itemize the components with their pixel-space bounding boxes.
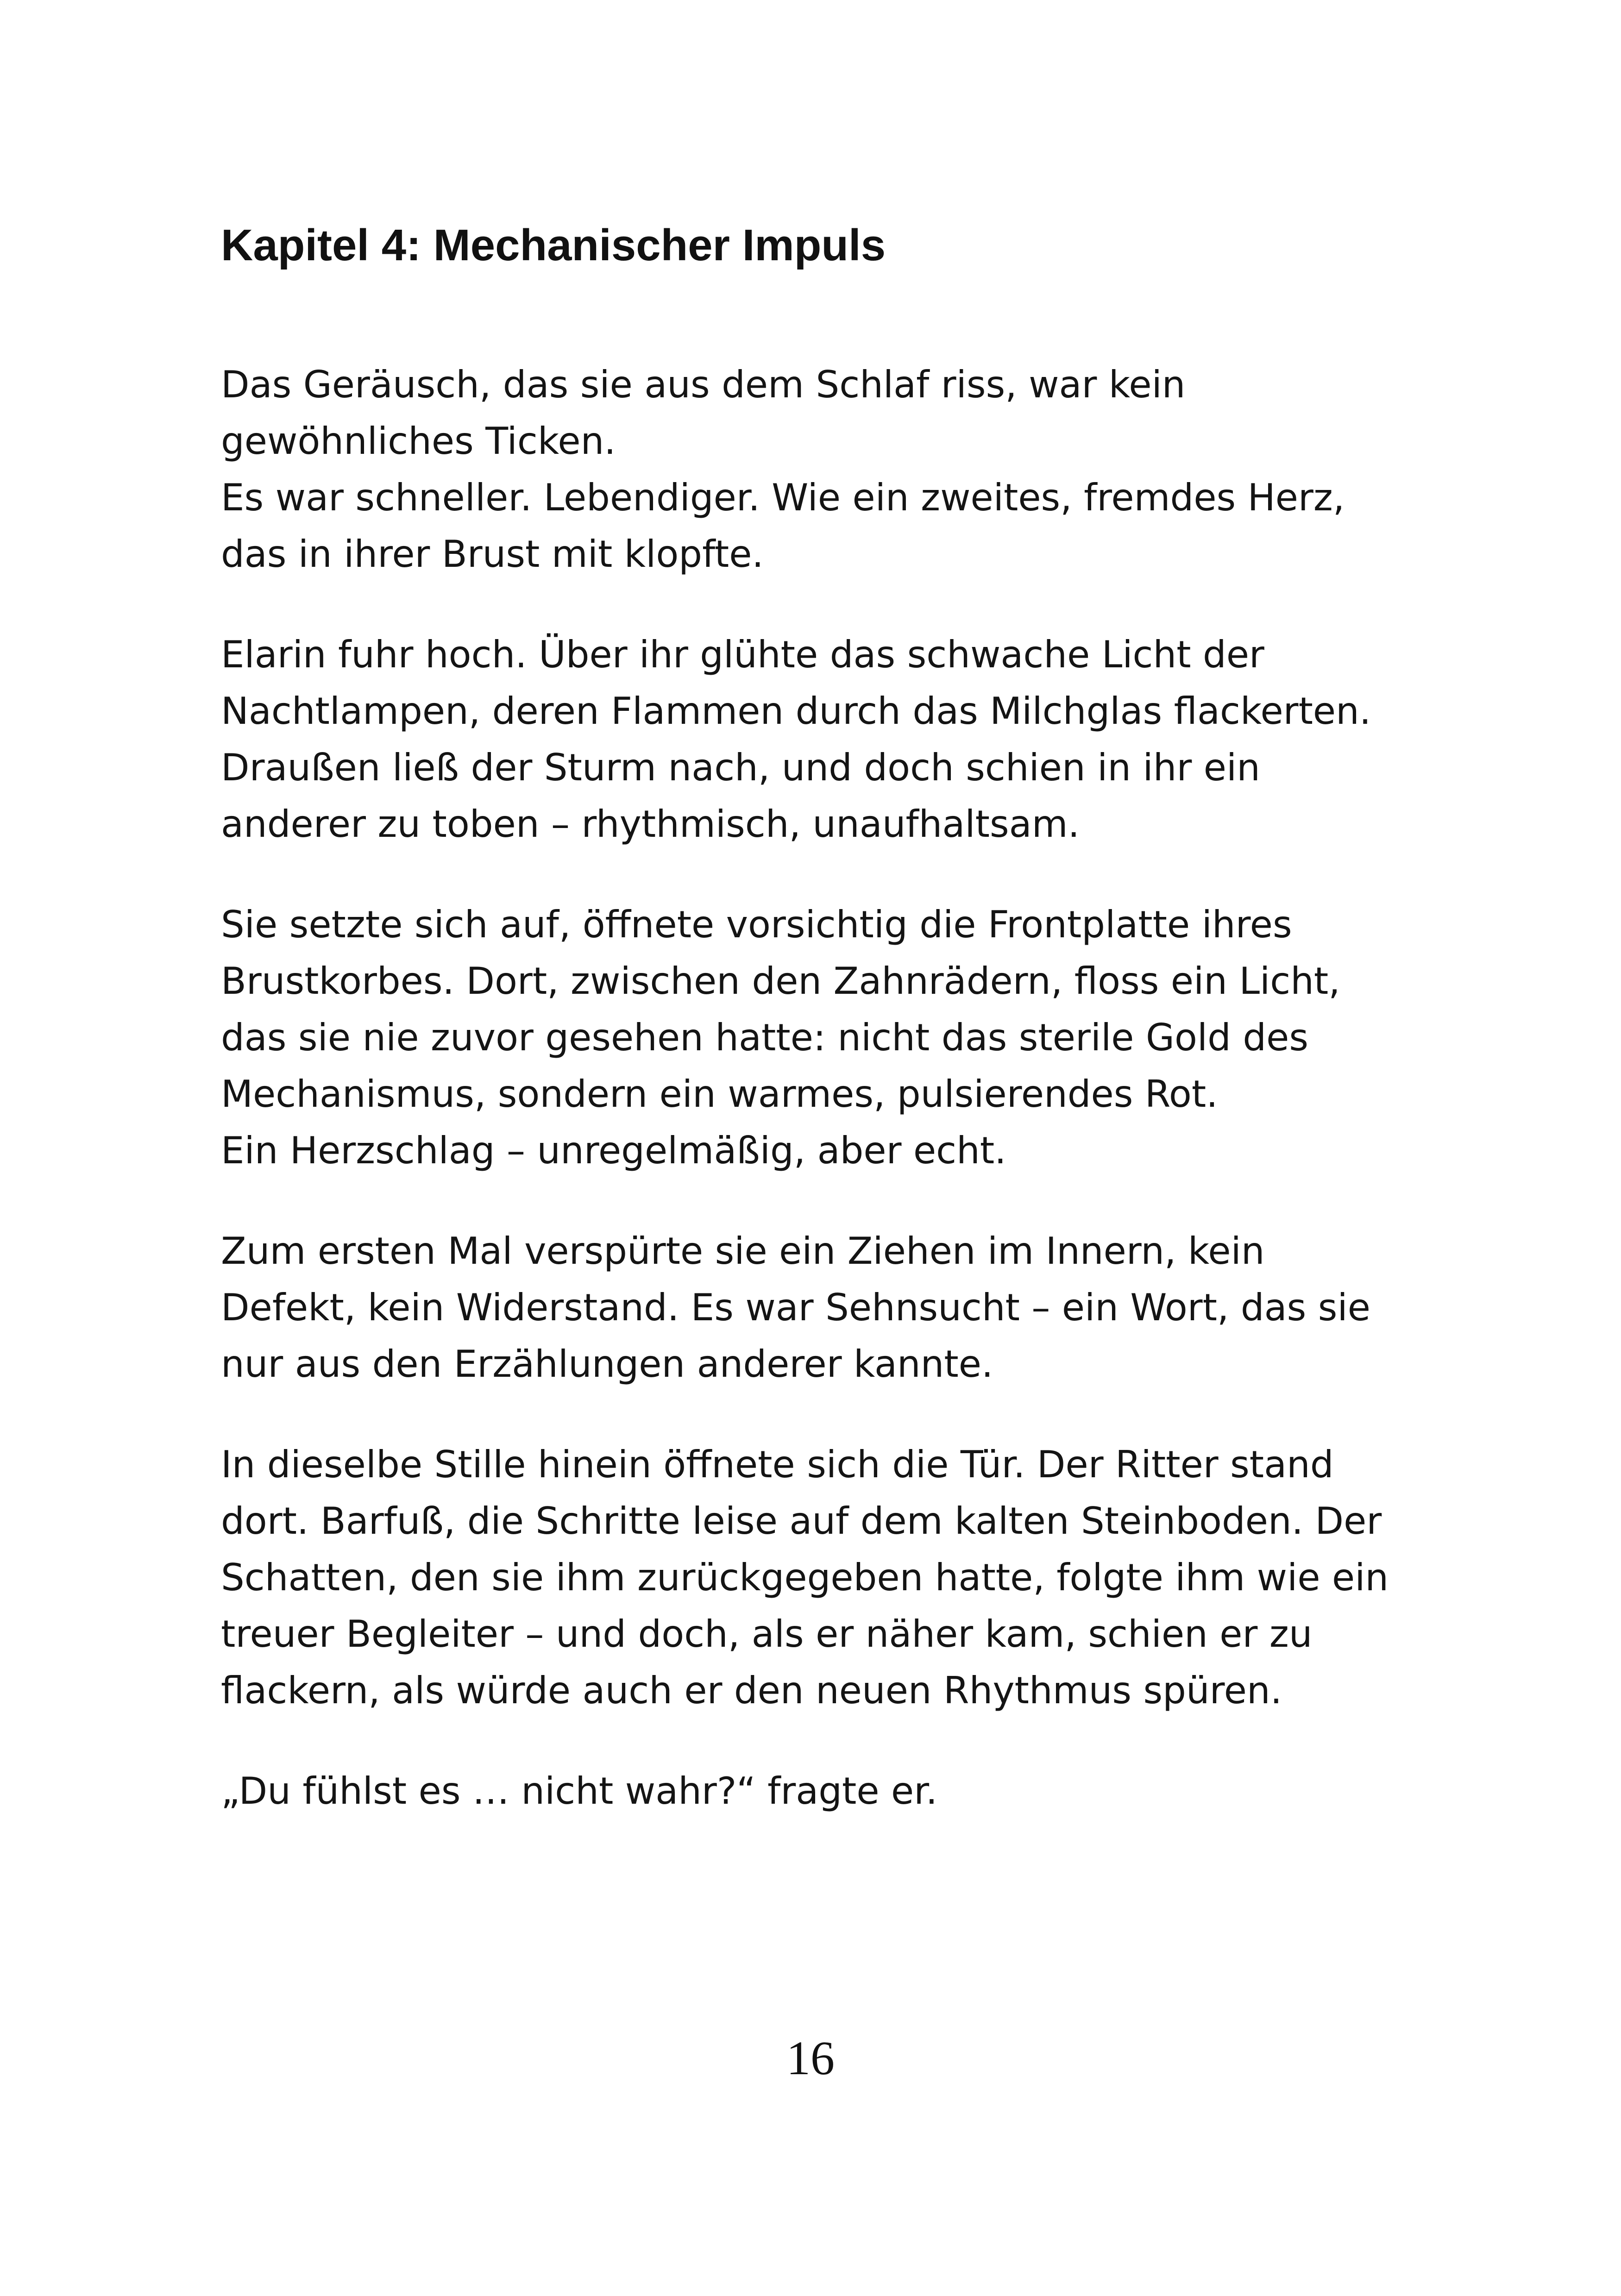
- paragraph: [221, 1223, 1448, 1393]
- text-line: Zum ersten Mal verspürte sie ein Ziehen im Innern, kein: [221, 1230, 1265, 1273]
- text-line: Mechanismus, sondern ein warmes, pulsierendes Rot.: [221, 1073, 1218, 1116]
- paragraph: [221, 1437, 1448, 1719]
- page-number: 16: [786, 2032, 835, 2085]
- text-line: Das Geräusch, das sie aus dem Schlaf riss, war kein: [221, 363, 1186, 406]
- text-line: treuer Begleiter – und doch, als er näher kam, schien er zu: [221, 1612, 1313, 1656]
- text-line: das in ihrer Brust mit klopfte.: [221, 533, 764, 576]
- text-line: flackern, als würde auch er den neuen Rhythmus spüren.: [221, 1669, 1282, 1712]
- text-line: dort. Barfuß, die Schritte leise auf dem kalten Steinboden. Der: [221, 1499, 1382, 1543]
- text-line: Brustkorbes. Dort, zwischen den Zahnrädern, floss ein Licht,: [221, 960, 1340, 1003]
- text-line: Schatten, den sie ihm zurückgegeben hatte, folgte ihm wie ein: [221, 1556, 1389, 1599]
- text-line: Nachtlampen, deren Flammen durch das Milchglas flackerten.: [221, 690, 1371, 733]
- text-line: Defekt, kein Widerstand. Es war Sehnsucht – ein Wort, das sie: [221, 1286, 1370, 1329]
- paragraph: [221, 627, 1448, 853]
- text-line: Ein Herzschlag – unregelmäßig, aber echt.: [221, 1129, 1006, 1172]
- text-line: „Du fühlst es … nicht wahr?“ fragte er.: [221, 1769, 938, 1813]
- chapter-title: Kapitel 4: Mechanischer Impuls: [221, 220, 886, 270]
- paragraph: [221, 897, 1448, 1179]
- text-line: anderer zu toben – rhythmisch, unaufhaltsam.: [221, 803, 1080, 846]
- text-line: Elarin fuhr hoch. Über ihr glühte das schwache Licht der: [221, 633, 1264, 676]
- text-line: das sie nie zuvor gesehen hatte: nicht das sterile Gold des: [221, 1016, 1309, 1059]
- paragraph: [221, 1763, 1448, 1819]
- paragraph: [221, 357, 1448, 583]
- chapter-body: [221, 357, 1448, 1863]
- text-line: Sie setzte sich auf, öffnete vorsichtig die Frontplatte ihres: [221, 903, 1292, 946]
- text-line: nur aus den Erzählungen anderer kannte.: [221, 1342, 993, 1386]
- text-line: Draußen ließ der Sturm nach, und doch schien in ihr ein: [221, 746, 1260, 789]
- text-line: In dieselbe Stille hinein öffnete sich die Tür. Der Ritter stand: [221, 1443, 1334, 1486]
- text-line: Es war schneller. Lebendiger. Wie ein zweites, fremdes Herz,: [221, 476, 1345, 519]
- text-line: gewöhnliches Ticken.: [221, 420, 616, 463]
